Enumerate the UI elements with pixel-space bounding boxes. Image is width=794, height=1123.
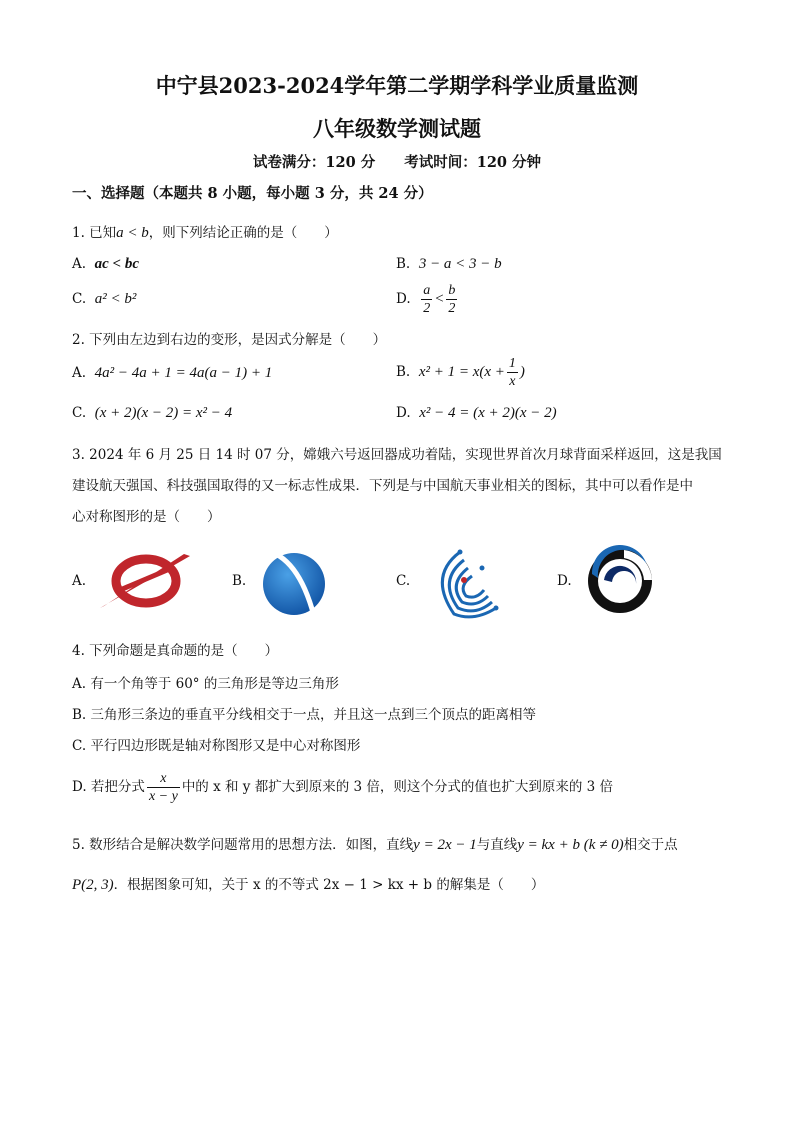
- logo-d-swirl-icon: [584, 544, 656, 618]
- logo-b-blue-sphere-icon: [258, 546, 330, 618]
- q2-option-b: B. x² + 1 = x(x + $\frac{1}{x}$ ): [396, 356, 525, 389]
- q1-option-a: A. ac < bc: [72, 256, 140, 272]
- section-heading: 一、选择题（本题共 8 小题，每小题 3 分，共 24 分）: [72, 185, 433, 202]
- q2-option-d: D. x² − 4 = (x + 2)(x − 2): [396, 405, 557, 421]
- logo-a-red-ring-icon: [98, 550, 194, 612]
- q2-option-a: A. 4a² − 4a + 1 = 4a(a − 1) + 1: [72, 365, 273, 381]
- q4-option-b: B. 三角形三条边的垂直平分线相交于一点，并且这一点到三个顶点的距离相等: [72, 707, 537, 723]
- q4-option-d: D. 若把分式 $\frac{x}{x - y}$ 中的 x 和 y 都扩大到原来的 3 倍，则这个分式的值也扩大到原来的 3 倍: [72, 771, 614, 804]
- q3-label-a: A.: [72, 573, 87, 589]
- q1-option-d: D. $\frac{a}{2}$ < $\frac{b}{2}$: [396, 283, 456, 316]
- question-3-line-1: 3. 2024 年 6 月 25 日 14 时 07 分，嫦娥六号返回器成功着陆，实现世界首次月球背面采样返回，这是我国: [72, 447, 722, 463]
- exam-info: 试卷满分：120 分 考试时间：120 分钟: [252, 154, 542, 171]
- q3-label-b: B.: [232, 573, 247, 589]
- q1-option-b: B. 3 − a < 3 − b: [396, 256, 502, 272]
- q4-option-c: C. 平行四边形既是轴对称图形又是中心对称图形: [72, 738, 361, 754]
- q4-option-a: A. 有一个角等于 60° 的三角形是等边三角形: [72, 676, 339, 692]
- logo-c-orbit-arcs-icon: [424, 546, 504, 622]
- exam-title: 中宁县2023-2024学年第二学期学科学业质量监测: [155, 73, 639, 98]
- question-2-stem: 2. 下列由左边到右边的变形，是因式分解是（ ）: [72, 332, 387, 348]
- q2-option-c: C. (x + 2)(x − 2) = x² − 4: [72, 405, 233, 421]
- question-5-line-2: P(2, 3)．根据图象可知，关于 x 的不等式 2x − 1 > kx + b 的解集是（ ）: [72, 877, 545, 893]
- question-3-line-3: 心对称图形的是（ ）: [72, 509, 221, 525]
- question-1-stem: 1. 已知a < b，则下列结论正确的是（ ）: [72, 225, 338, 241]
- q1-condition: a < b: [116, 225, 149, 241]
- question-4-stem: 4. 下列命题是真命题的是（ ）: [72, 643, 279, 659]
- q1-option-c: C. a² < b²: [72, 291, 137, 307]
- q3-label-c: C.: [396, 573, 411, 589]
- q3-label-d: D.: [557, 573, 572, 589]
- question-5-line-1: 5. 数形结合是解决数学问题常用的思想方法．如图，直线y = 2x − 1与直线y = kx + b (k ≠ 0)相交于点: [72, 837, 678, 853]
- exam-subtitle: 八年级数学测试题: [313, 116, 481, 141]
- question-3-line-2: 建设航天强国、科技强国取得的又一标志性成果．下列是与中国航天事业相关的图标，其中可以看作是中: [72, 478, 693, 494]
